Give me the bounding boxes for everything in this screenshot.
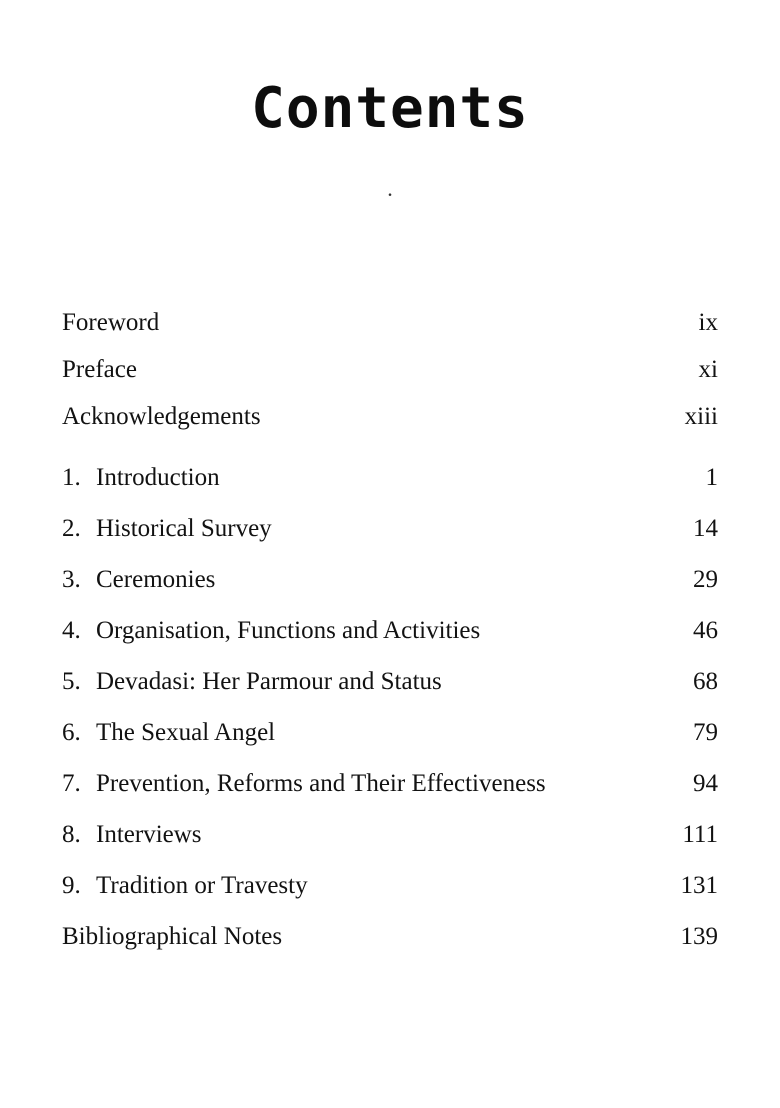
list-item[interactable] [62, 310, 718, 335]
chapter-title: Devadasi: Her Parmour and Status [96, 668, 442, 695]
toc-entry-label: Bibliographical Notes [62, 923, 283, 950]
toc-entry-page: 139 [680, 923, 718, 950]
list-item[interactable] [62, 924, 718, 949]
list-item[interactable] [62, 516, 718, 541]
chapter-page: 94 [693, 770, 718, 797]
chapters-group [62, 465, 718, 898]
list-item[interactable] [62, 669, 718, 694]
list-item[interactable] [62, 618, 718, 643]
list-item[interactable] [62, 771, 718, 796]
chapter-number: 1. [62, 464, 81, 491]
chapter-page: 68 [693, 668, 718, 695]
chapter-number: 6. [62, 719, 81, 746]
chapter-title: Introduction [96, 464, 220, 491]
chapter-number: 9. [62, 872, 81, 899]
chapter-page: 79 [693, 719, 718, 746]
toc-entry-label: Foreword [62, 309, 160, 336]
list-item[interactable] [62, 357, 718, 382]
chapter-title: The Sexual Angel [96, 719, 276, 746]
list-item[interactable] [62, 822, 718, 847]
ornament-dot: . [387, 175, 393, 201]
chapter-number: 3. [62, 566, 81, 593]
toc-entry-page: xi [698, 356, 718, 383]
chapter-number: 2. [62, 515, 81, 542]
chapter-number: 7. [62, 770, 81, 797]
chapter-page: 14 [693, 515, 718, 542]
chapter-number: 4. [62, 617, 81, 644]
chapter-title: Organisation, Functions and Activities [96, 617, 481, 644]
chapter-page: 111 [682, 821, 718, 848]
chapter-page: 131 [680, 872, 718, 899]
chapter-title: Ceremonies [96, 566, 216, 593]
chapter-page: 1 [705, 464, 718, 491]
chapter-page: 29 [693, 566, 718, 593]
chapter-title: Prevention, Reforms and Their Effectiveness [96, 770, 546, 797]
toc-entry-page: ix [698, 309, 718, 336]
page-title: Contents [251, 76, 529, 141]
chapter-title: Historical Survey [96, 515, 272, 542]
toc-entry-label: Acknowledgements [62, 403, 261, 430]
list-item[interactable] [62, 404, 718, 429]
chapter-title: Tradition or Travesty [96, 872, 308, 899]
list-item[interactable] [62, 465, 718, 490]
chapter-number: 8. [62, 821, 81, 848]
front-matter-group [62, 310, 718, 429]
list-item[interactable] [62, 720, 718, 745]
chapter-title: Interviews [96, 821, 202, 848]
chapter-number: 5. [62, 668, 81, 695]
toc-entry-page: xiii [684, 403, 718, 430]
chapter-page: 46 [693, 617, 718, 644]
list-item[interactable] [62, 567, 718, 592]
toc-entry-label: Preface [62, 356, 137, 383]
list-item[interactable] [62, 873, 718, 898]
table-of-contents [62, 310, 718, 968]
back-matter-group [62, 924, 718, 949]
